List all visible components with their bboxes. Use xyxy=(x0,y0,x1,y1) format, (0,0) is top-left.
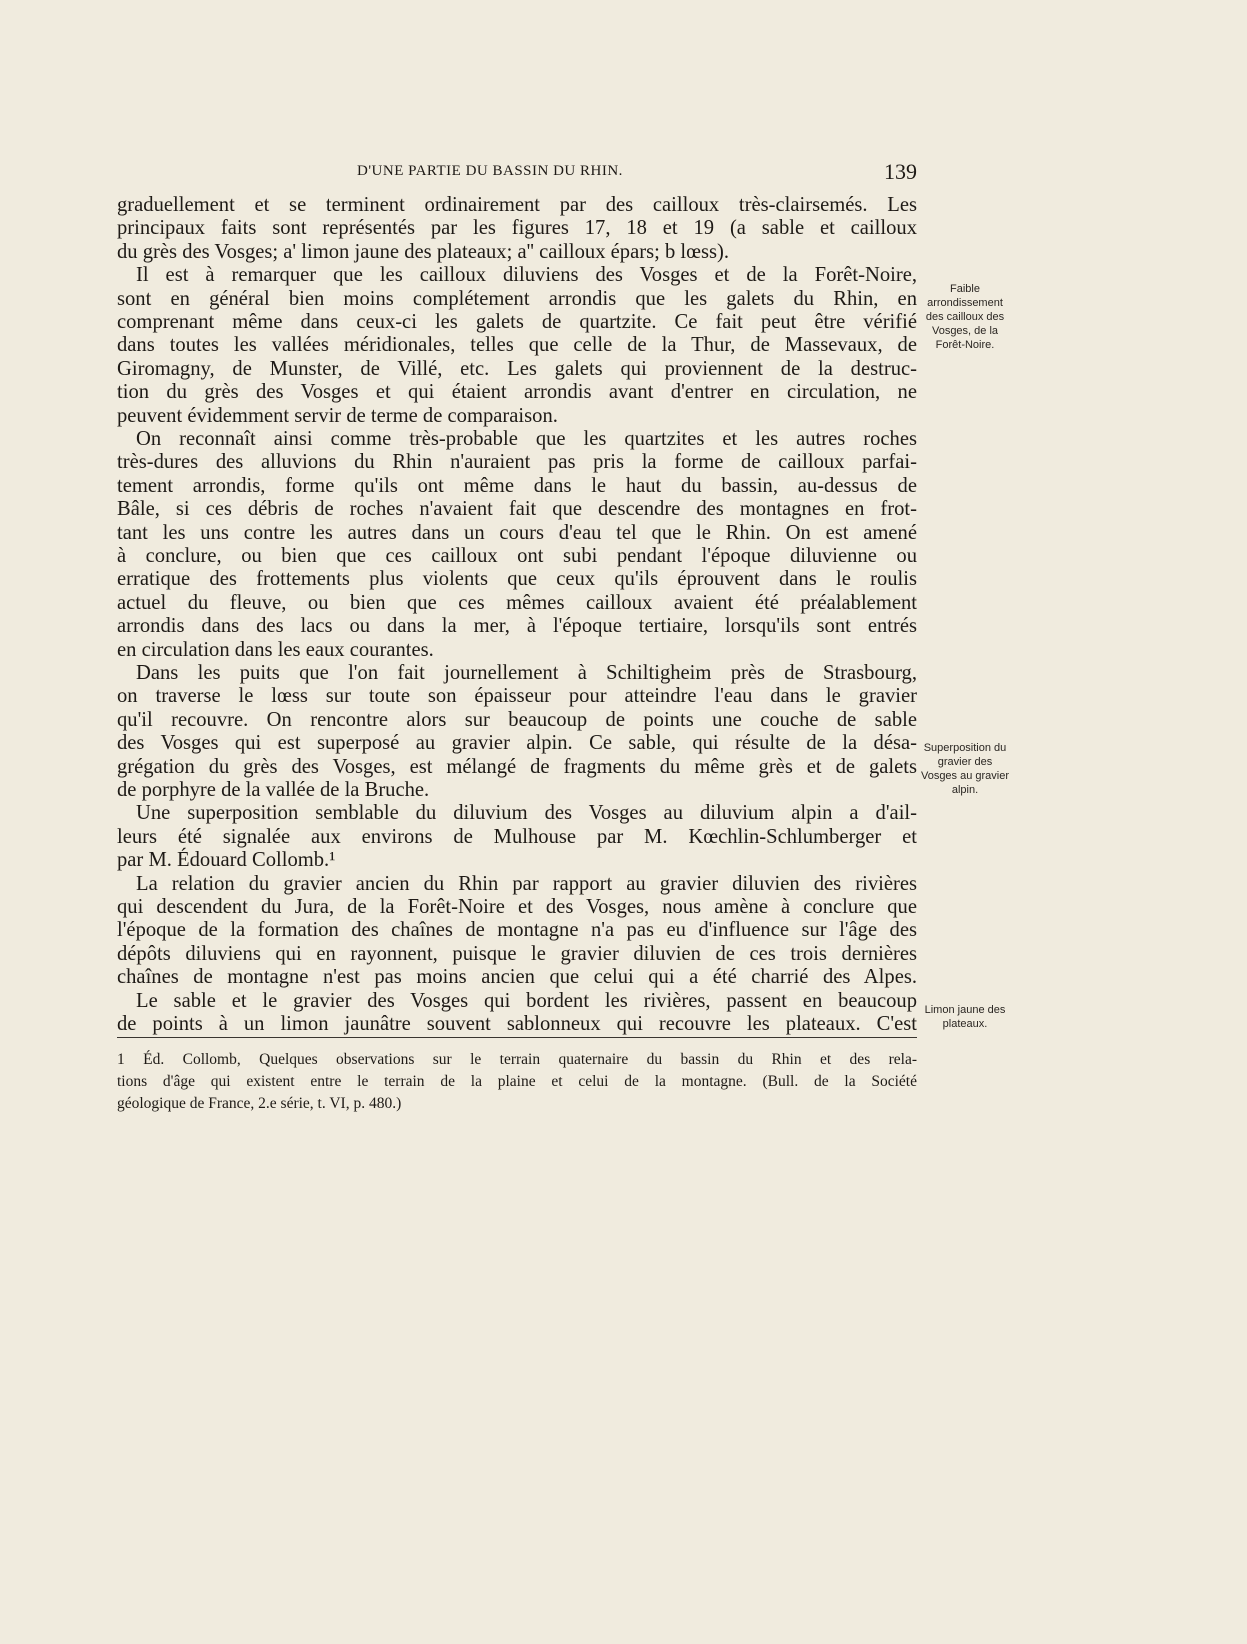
page-number: 139 xyxy=(884,159,917,184)
body-line: Bâle, si ces débris de roches n'avaient fait que descendre des montagnes en frot- xyxy=(117,498,917,521)
body-line: Une superposition semblable du diluvium des Vosges au diluvium alpin a d'ail- xyxy=(136,802,917,825)
body-line: leurs été signalée aux environs de Mulhouse par M. Kœchlin-Schlumberger et xyxy=(117,825,917,848)
body-line: très-dures des alluvions du Rhin n'auraient pas pris la forme de cailloux parfai- xyxy=(117,451,917,474)
running-title: D'UNE PARTIE DU BASSIN DU RHIN. xyxy=(357,163,623,179)
footnote-line: 1 Éd. Collomb, Quelques observations sur le terrain quaternaire du bassin du Rhin et des rela- xyxy=(117,1051,917,1068)
footnote-rule xyxy=(117,1037,917,1038)
footnote-line: tions d'âge qui existent entre le terrain de la plaine et celui de la montagne. (Bull. de la Société xyxy=(117,1073,917,1090)
body-line: grégation du grès des Vosges, est mélangé de fragments du même grès et de galets xyxy=(117,755,917,778)
body-line: en circulation dans les eaux courantes. xyxy=(117,638,434,661)
body-line: principaux faits sont représentés par les figures 17, 18 et 19 (a sable et cailloux xyxy=(117,217,917,240)
body-line: Dans les puits que l'on fait journellement à Schiltigheim près de Strasbourg, xyxy=(136,662,917,684)
body-line: La relation du gravier ancien du Rhin par rapport au gravier diluvien des rivières xyxy=(136,872,917,895)
body-line: dépôts diluviens qui en rayonnent, puisque le gravier diluvien de ces trois dernières xyxy=(117,942,917,965)
body-line: erratique des frottements plus violents que ceux qu'ils éprouvent dans le roulis xyxy=(117,568,917,591)
body-line: des Vosges qui est superposé au gravier alpin. Ce sable, qui résulte de la désa- xyxy=(117,732,917,755)
body-line: par M. Édouard Collomb.¹ xyxy=(117,849,336,872)
body-line: qui descendent du Jura, de la Forêt-Noire et des Vosges, nous amène à conclure que xyxy=(117,896,917,918)
body-line: Giromagny, de Munster, de Villé, etc. Les galets qui proviennent de la destruc- xyxy=(117,357,917,380)
footnote-line: géologique de France, 2.e série, t. VI, p. 480.) xyxy=(117,1095,402,1112)
running-header xyxy=(117,159,917,189)
body-line: arrondis dans des lacs ou dans la mer, à l'époque tertiaire, lorsqu'ils sont entrés xyxy=(117,615,917,638)
body-line: qu'il recouvre. On rencontre alors sur beaucoup de points une couche de sable xyxy=(117,708,917,731)
margin-note: Faible arrondissement des cailloux des Vosges, de la Forêt-Noire. xyxy=(925,283,1005,351)
body-line: du grès des Vosges; a' limon jaune des plateaux; a'' cailloux épars; b lœss). xyxy=(117,240,730,263)
body-line: Le sable et le gravier des Vosges qui bordent les rivières, passent en beaucoup xyxy=(136,989,917,1012)
body-line: à conclure, ou bien que ces cailloux ont subi pendant l'époque diluvienne ou xyxy=(117,545,917,567)
body-line: dans toutes les vallées méridionales, telles que celle de la Thur, de Massevaux, de xyxy=(117,334,917,357)
body-line: comprenant même dans ceux-ci les galets de quartzite. Ce fait peut être vérifié xyxy=(117,311,917,333)
body-line: de porphyre de la vallée de la Bruche. xyxy=(117,779,430,801)
margin-note: Superposition du gravier des Vosges au gravier alpin. xyxy=(920,742,1010,796)
body-line: tement arrondis, forme qu'ils ont même dans le haut du bassin, au-dessus de xyxy=(117,474,917,497)
body-line: sont en général bien moins complétement arrondis que les galets du Rhin, en xyxy=(117,287,917,310)
body-line: chaînes de montagne n'est pas moins ancien que celui qui a été charrié des Alpes. xyxy=(117,966,917,989)
body-line: on traverse le lœss sur toute son épaisseur pour atteindre l'eau dans le gravier xyxy=(117,685,917,708)
body-line: tion du grès des Vosges et qui étaient arrondis avant d'entrer en circulation, ne xyxy=(117,381,917,404)
body-line: peuvent évidemment servir de terme de comparaison. xyxy=(117,404,558,427)
body-line: actuel du fleuve, ou bien que ces mêmes cailloux avaient été préalablement xyxy=(117,591,917,614)
body-line: graduellement et se terminent ordinairement par des cailloux très-clairsemés. Les xyxy=(117,194,917,216)
body-line: l'époque de la formation des chaînes de montagne n'a pas eu d'influence sur l'âge des xyxy=(117,919,917,942)
body-line: tant les uns contre les autres dans un cours d'eau tel que le Rhin. On est amené xyxy=(117,521,917,544)
body-line: On reconnaît ainsi comme très-probable que les quartzites et les autres roches xyxy=(136,428,917,450)
body-line: Il est à remarquer que les cailloux diluviens des Vosges et de la Forêt-Noire, xyxy=(136,264,917,287)
margin-note: Limon jaune des plateaux. xyxy=(924,1004,1006,1030)
body-line: de points à un limon jaunâtre souvent sablonneux qui recouvre les plateaux. C'est xyxy=(117,1013,917,1035)
